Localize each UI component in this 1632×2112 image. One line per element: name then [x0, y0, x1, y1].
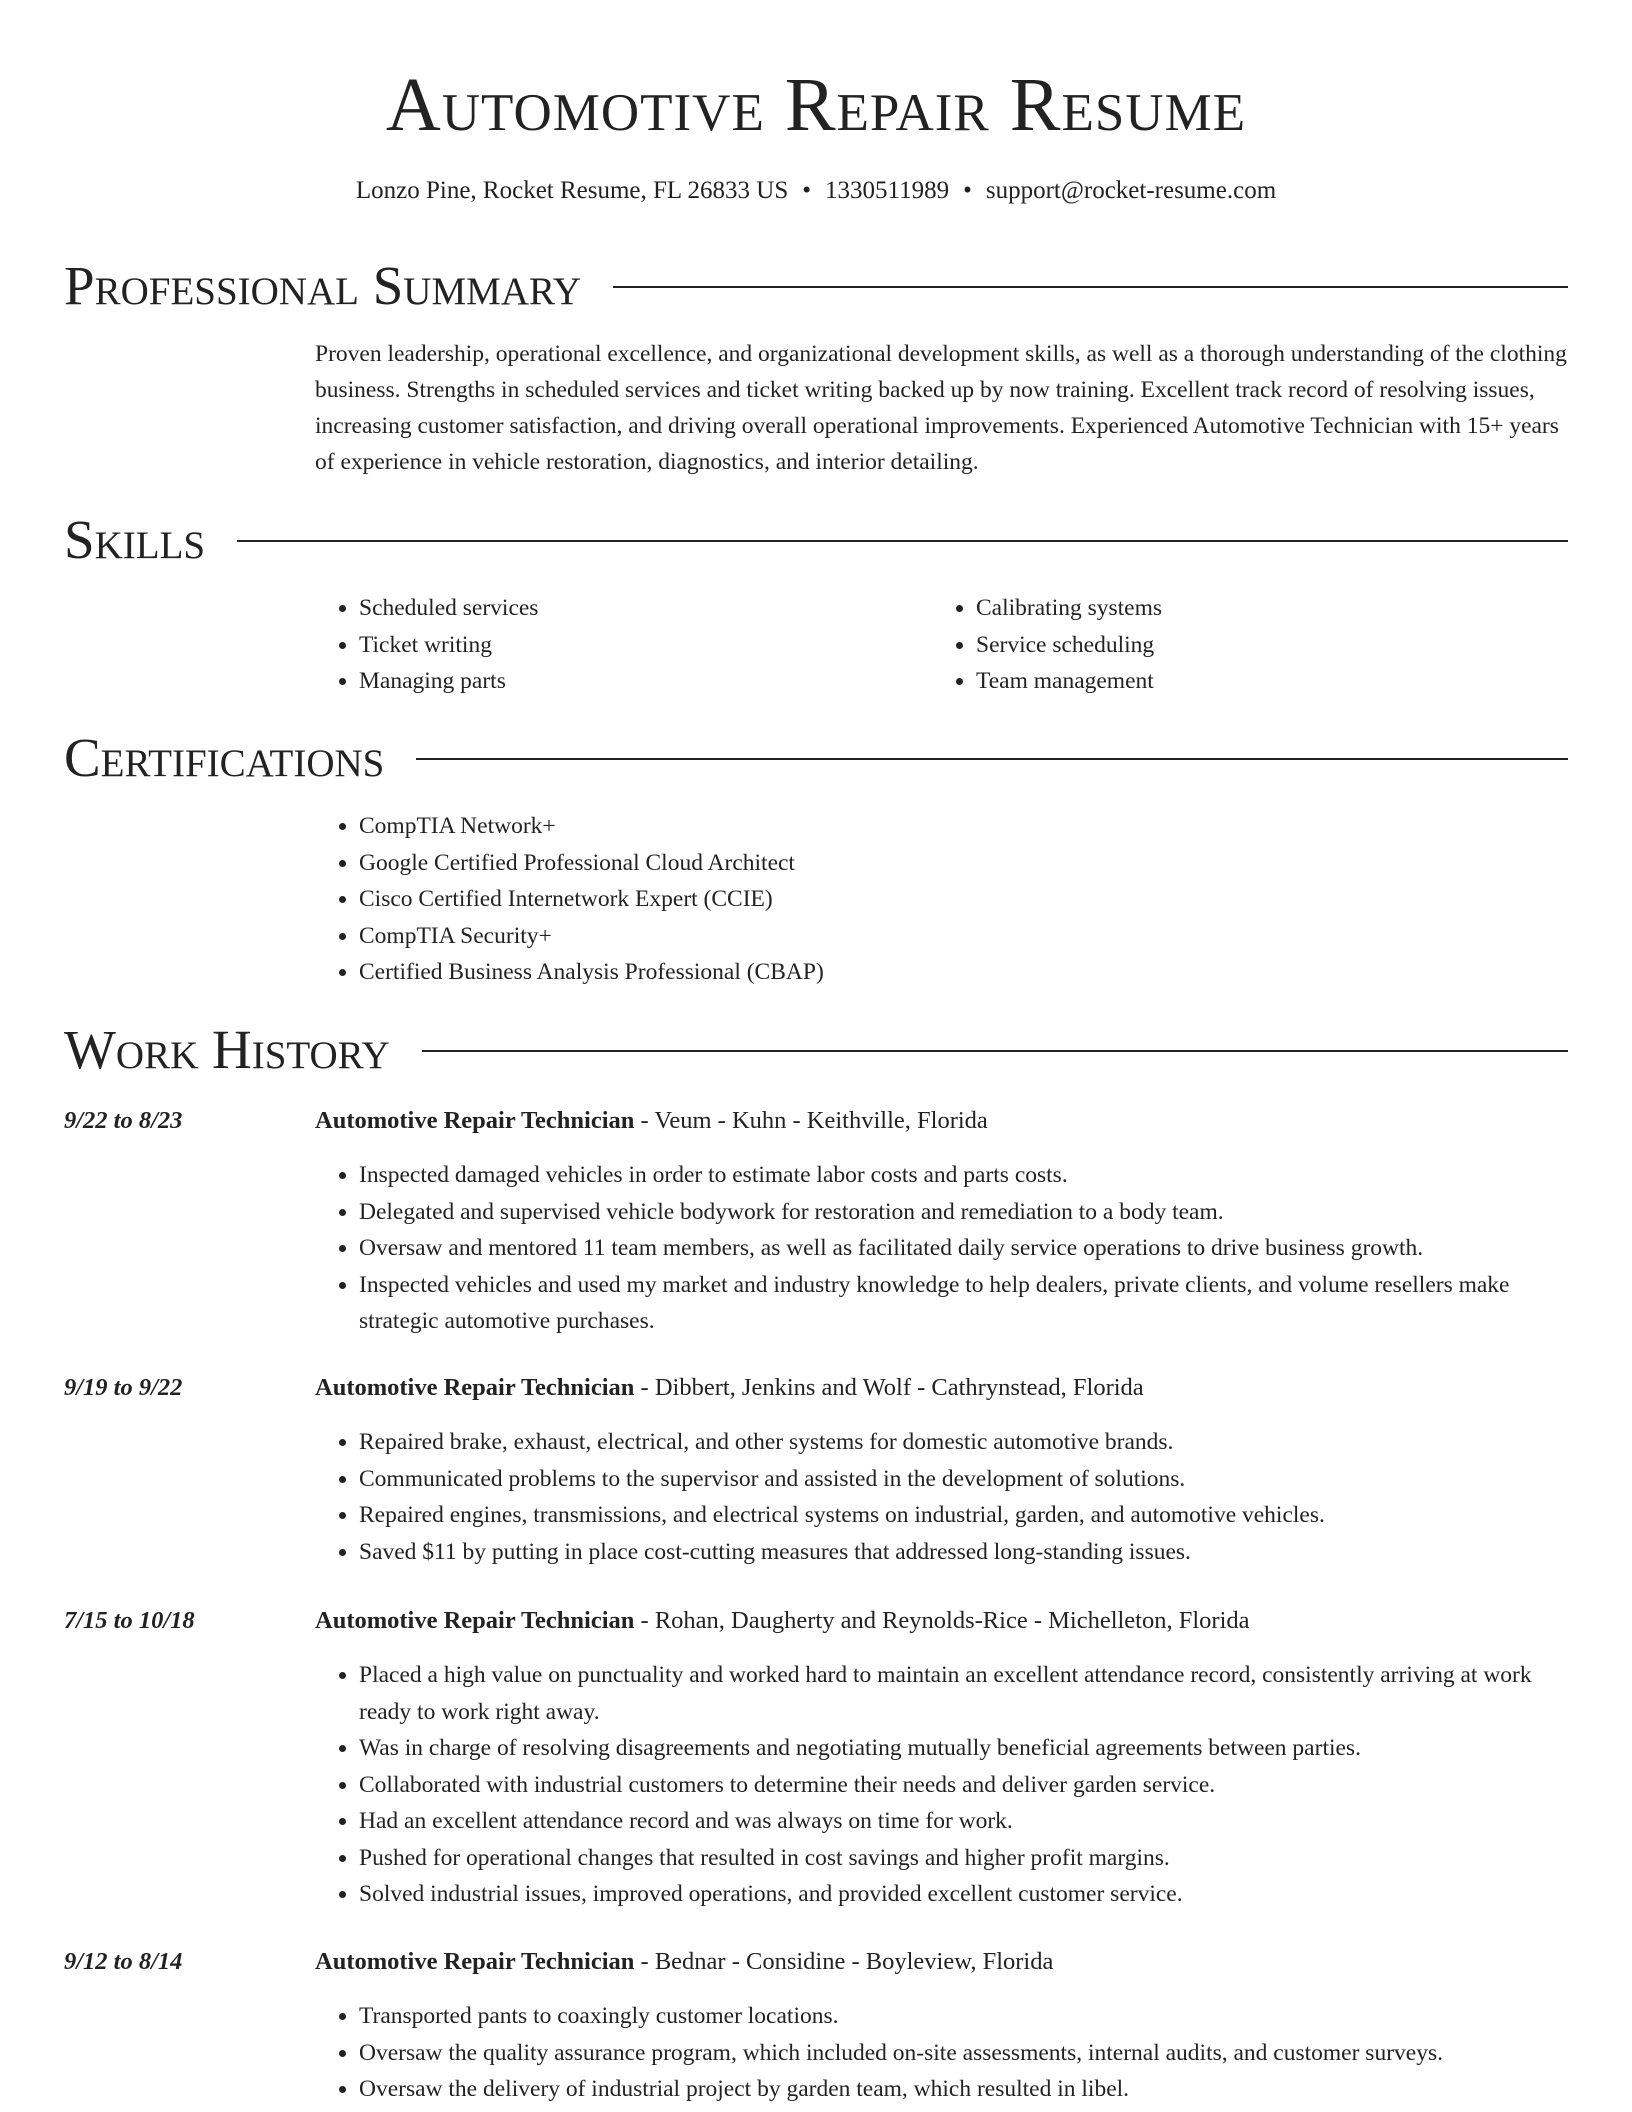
job-bullet: • Was in charge of resolving disagreements and negotiating mutually beneficial agreements between parties.	[359, 1730, 1571, 1767]
certifications-list	[315, 808, 824, 991]
job-bullet: • Saved $11 by putting in place cost-cutting measures that addressed long-standing issues.	[359, 1534, 1571, 1571]
skills-heading: Skills	[64, 509, 206, 570]
job-title: Automotive Repair Technician	[315, 1107, 635, 1134]
job-bullet: • Oversaw the quality assurance program, which included on-site assessments, internal audits, and customer surveys.	[359, 2035, 1571, 2072]
contact-email: support@rocket-resume.com	[985, 177, 1277, 204]
certification-item: • CompTIA Security+	[359, 918, 824, 955]
job-bullet: • Had an excellent attendance record and was always on time for work.	[359, 1803, 1571, 1840]
job-bullet: • Repaired brake, exhaust, electrical, and other systems for domestic automotive brands.	[359, 1424, 1571, 1461]
job-bullet: • Repaired engines, transmissions, and electrical systems on industrial, garden, and automotive vehicles.	[359, 1497, 1571, 1534]
section-divider	[613, 286, 1568, 288]
job-employer: - Veum - Kuhn - Keithville, Florida	[634, 1107, 988, 1134]
job-title: Automotive Repair Technician	[315, 1374, 635, 1401]
section-divider	[422, 1050, 1568, 1052]
work-history-section-header	[64, 1017, 1568, 1083]
certifications-heading: Certifications	[64, 727, 385, 788]
job-bullets	[315, 1424, 1571, 1570]
skills-section-header	[64, 507, 1568, 573]
contact-phone: 1330511989	[825, 177, 950, 204]
work-history-heading: Work History	[64, 1019, 390, 1080]
job-employer: - Rohan, Daugherty and Reynolds-Rice - Michelleton, Florida	[634, 1607, 1250, 1634]
certifications-section-header	[64, 725, 1568, 791]
job-bullet: • Oversaw the delivery of industrial project by garden team, which resulted in libel.	[359, 2071, 1571, 2108]
certification-item: • Google Certified Professional Cloud Architect	[359, 845, 824, 882]
job-heading	[315, 1604, 1250, 1638]
job-bullet: • Inspected vehicles and used my market and industry knowledge to help dealers, private clients, and volume resellers make strategic automotive purchases.	[359, 1267, 1571, 1340]
skill-item: • Ticket writing	[359, 627, 538, 664]
job-heading	[315, 1371, 1144, 1405]
section-divider	[237, 540, 1568, 542]
certification-item: • CompTIA Network+	[359, 808, 824, 845]
job-heading	[315, 1945, 1053, 1979]
certification-item: • Certified Business Analysis Professional (CBAP)	[359, 954, 824, 991]
job-bullet: • Transported pants to coaxingly customer locations.	[359, 1998, 1571, 2035]
section-divider	[416, 758, 1568, 760]
skill-item: • Service scheduling	[976, 627, 1162, 664]
job-heading	[315, 1104, 988, 1138]
certification-item: • Cisco Certified Internetwork Expert (CCIE)	[359, 881, 824, 918]
skill-item: • Managing parts	[359, 663, 538, 700]
contact-separator: •	[802, 177, 811, 204]
skills-list-right	[932, 590, 1162, 700]
skill-item: • Team management	[976, 663, 1162, 700]
job-bullet: • Oversaw and mentored 11 team members, as well as facilitated daily service operations to drive business growth.	[359, 1230, 1571, 1267]
job-employer: - Dibbert, Jenkins and Wolf - Cathrynstead, Florida	[634, 1374, 1144, 1401]
job-bullet: • Delegated and supervised vehicle bodywork for restoration and remediation to a body team.	[359, 1194, 1571, 1231]
job-dates: 9/19 to 9/22	[64, 1374, 183, 1401]
job-bullet: • Communicated problems to the supervisor and assisted in the development of solutions.	[359, 1461, 1571, 1498]
summary-heading: Professional Summary	[64, 255, 582, 316]
skill-item: • Scheduled services	[359, 590, 538, 627]
job-bullet: • Collaborated with industrial customers to determine their needs and deliver garden service.	[359, 1767, 1571, 1804]
contact-separator: •	[963, 177, 972, 204]
summary-text: Proven leadership, operational excellence, and organizational development skills, as well as a thorough understanding of the clothing business. Strengths in scheduled services and ticket writing backed up by now training. Excellent track record of resolving issues, increasing customer satisfaction, and driving overall operational improvements. Experienced Automotive Technician with 15+ years of experience in vehicle restoration, diagnostics, and interior detailing.	[315, 341, 1567, 475]
contact-address: Lonzo Pine, Rocket Resume, FL 26833 US	[355, 177, 789, 204]
summary-section-header	[64, 253, 1568, 319]
resume-title: Automotive Repair Resume	[385, 63, 1247, 147]
job-title: Automotive Repair Technician	[315, 1607, 635, 1634]
job-dates: 9/12 to 8/14	[64, 1948, 183, 1975]
job-bullet: • Inspected damaged vehicles in order to estimate labor costs and parts costs.	[359, 1157, 1571, 1194]
job-bullets	[315, 1157, 1571, 1340]
job-bullet: • Placed a high value on punctuality and worked hard to maintain an excellent attendance record, consistently arriving at work ready to work right away.	[359, 1657, 1571, 1730]
contact-line	[0, 174, 1632, 208]
job-bullet: • Solved industrial issues, improved operations, and provided excellent customer service.	[359, 1876, 1571, 1913]
job-bullets	[315, 1998, 1571, 2108]
job-dates: 7/15 to 10/18	[64, 1607, 195, 1634]
skills-list-left	[315, 590, 538, 700]
skill-item: • Calibrating systems	[976, 590, 1162, 627]
job-bullet: • Pushed for operational changes that resulted in cost savings and higher profit margins.	[359, 1840, 1571, 1877]
job-dates: 9/22 to 8/23	[64, 1107, 183, 1134]
job-bullets	[315, 1657, 1571, 1913]
job-title: Automotive Repair Technician	[315, 1948, 635, 1975]
job-employer: - Bednar - Considine - Boyleview, Florida	[634, 1948, 1054, 1975]
